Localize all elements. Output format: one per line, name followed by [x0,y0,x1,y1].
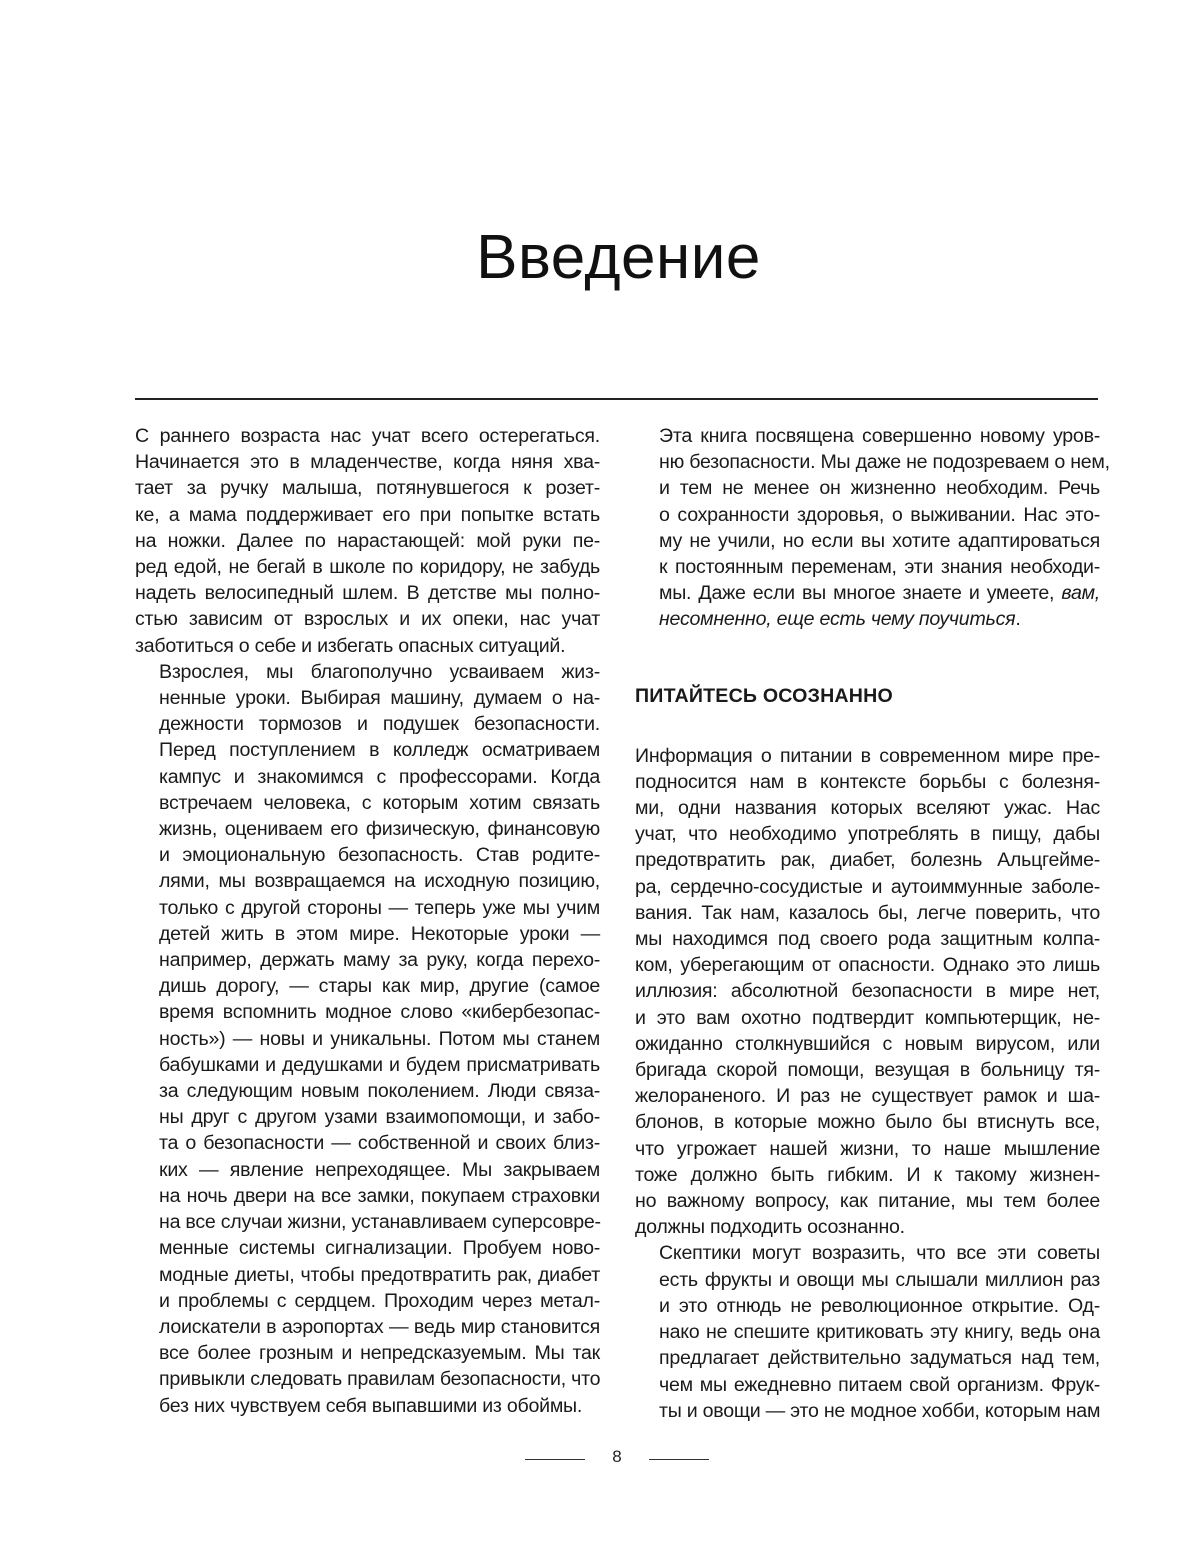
text-line: встречаем человека, с которым хотим связать [159,791,600,814]
text-line: ком, уберегающим от опасности. Однако это лишь [635,954,1100,977]
text-line: ненные уроки. Выбирая машину, думаем о на- [159,687,600,710]
text-line: предотвратить рак, диабет, болезнь Альцгейме- [635,849,1100,872]
text-line: ны друг с другом узами взаимопомощи, и забо- [159,1106,600,1129]
text-line: и это вам охотно подтвердит компьютерщик, не- [635,1006,1100,1029]
text-line: к постоянным переменам, эти знания необходи- [659,556,1100,579]
text-line: лями, мы возвращаемся на исходную позицию, [159,870,600,893]
chapter-title: Введение [476,223,761,292]
text-line: ких — явление непреходящее. Мы закрываем [159,1158,600,1181]
text-line: но важному вопросу, как питание, мы тем более [635,1190,1100,1213]
left-column [135,423,600,1419]
text-line: менные системы сигнализации. Пробуем ново- [159,1237,600,1260]
text-line: и это отнюдь не революционное открытие. Од- [659,1294,1100,1317]
text-line: и проблемы с сердцем. Проходим через метал- [159,1289,600,1312]
text-line: блонов, в которые можно было бы втиснуть все, [635,1111,1100,1134]
paragraph [635,1240,1100,1423]
text-line: С раннего возраста нас учат всего остерегаться. [135,425,600,447]
text-line: и тем не менее он жизненно необходим. Речь [659,477,1100,500]
text-line: ты и овощи — это не модное хобби, которым нам [659,1399,1101,1422]
text-line: только с другой стороны — теперь уже мы учим [159,896,600,919]
paragraph [135,423,600,659]
text-line: ред едой, не бегай в школе по коридору, не забудь [135,556,600,579]
text-line: Перед поступлением в колледж осматриваем [159,739,600,762]
text-line: Эта книга посвящена совершенно новому уров- [659,425,1100,447]
text-line: тает за ручку малыша, потянувшегося к розет- [135,477,600,500]
text-line: ность») — новы и уникальны. Потом мы станем [159,1027,600,1050]
text-line: вания. Так нам, казалось бы, легче поверить, что [635,901,1100,924]
text-line: без них чувствуем себя выпавшими из обоймы. [159,1394,583,1417]
text-line: ра, сердечно-сосудистые и аутоиммунные заболе- [635,875,1100,898]
text-line: на ночь двери на все замки, покупаем страховки [159,1184,600,1207]
text-line: ню безопасности. Мы даже не подозреваем о нем, [659,451,1110,474]
footer-dash-left [525,1459,585,1460]
text-line: чем мы ежедневно питаем свой организм. Фрук- [659,1373,1100,1396]
text-line: о сохранности здоровья, о выживании. Нас это- [659,503,1100,526]
text-line: нако не спешите критиковать эту книгу, ведь она [659,1321,1100,1344]
text-line: за следующим новым поколением. Люди связа- [159,1080,600,1103]
text-line: есть фрукты и овощи мы слышали миллион раз [659,1268,1100,1291]
paragraph [635,743,1100,1241]
text-line: лоискатели в аэропортах — ведь мир становится [159,1315,600,1338]
text-line: несомненно, еще есть чему поучиться. [659,608,1021,631]
text-line: на все случаи жизни, устанавливаем суперсовре- [159,1211,601,1234]
text-line: Информация о питании в современном мире пре- [635,744,1100,767]
page-number: 8 [612,1447,622,1466]
text-line: учат, что необходимо употреблять в пищу, дабы [635,823,1100,846]
text-line: ке, а мама поддерживает его при попытке встать [135,503,600,526]
paragraph [135,659,600,1419]
text-line: например, держать маму за руку, когда перехо- [159,949,600,972]
text-line: Начинается это в младенчестве, когда няня хва- [135,451,600,474]
text-line: та о безопасности — собственной и своих близ- [159,1132,600,1155]
title-divider [135,398,1098,400]
text-line: заботиться о себе и избегать опасных ситуаций. [135,634,566,657]
text-line: и эмоциональную безопасность. Став родите- [159,844,600,867]
text-line: Скептики могут возразить, что все эти советы [659,1242,1100,1265]
page-footer [0,1446,1193,1476]
text-line: кампус и знакомимся с профессорами. Когда [159,765,600,788]
text-line: му не учили, но если вы хотите адаптироваться [659,529,1100,552]
text-line: жизнь, оцениваем его физическую, финансовую [159,818,600,841]
text-line: мы. Даже если вы многое знаете и умеете, вам, [659,582,1100,605]
text-line: время вспомнить модное слово «кибербезопас- [159,1001,600,1024]
text-line: привыкли следовать правилам безопасности, что [159,1368,601,1391]
text-line: стью зависим от взрослых и их опеки, нас учат [135,608,600,631]
text-line: все более грозным и непредсказуемым. Мы так [159,1342,600,1365]
text-line: что угрожает нашей жизни, то наше мышление [635,1137,1100,1160]
footer-dash-right [649,1459,709,1460]
text-line: иллюзия: абсолютной безопасности в мире нет, [635,980,1100,1003]
text-line: ожиданно столкнувшийся с новым вирусом, или [635,1032,1100,1055]
text-line: предлагает действительно задуматься над тем, [659,1347,1100,1370]
intro-paragraph [635,423,1110,633]
text-line: желораненого. И раз не существует рамок и ша- [635,1085,1100,1108]
text-line: на ножки. Далее по нарастающей: мой руки пе- [135,529,600,552]
text-line: модные диеты, чтобы предотвратить рак, диабет [159,1263,600,1286]
text-line: должны подходить осознанно. [635,1216,905,1239]
text-line: подносится нам в контексте борьбы с болезня- [635,770,1100,793]
text-line: дишь дорогу, — стары как мир, другие (самое [159,975,600,998]
text-line: ми, одни названия которых вселяют ужас. Нас [635,797,1100,820]
right-column [635,423,1110,1424]
text-line: бригада скорой помощи, везущая в больницу тя- [635,1059,1100,1082]
text-line: дежности тормозов и подушек безопасности. [159,713,600,736]
section-heading: ПИТАЙТЕСЬ ОСОЗНАННО [635,684,893,707]
text-line: Взрослея, мы благополучно усваиваем жиз- [159,660,600,683]
text-line: тоже должно быть гибким. И к такому жизнен- [635,1163,1100,1186]
text-line: детей жить в этом мире. Некоторые уроки — [159,922,600,945]
text-line: мы находимся под своего рода защитным колпа- [635,928,1100,951]
text-line: бабушками и дедушками и будем присматривать [159,1053,600,1076]
text-line: надеть велосипедный шлем. В детстве мы полно- [135,582,600,605]
